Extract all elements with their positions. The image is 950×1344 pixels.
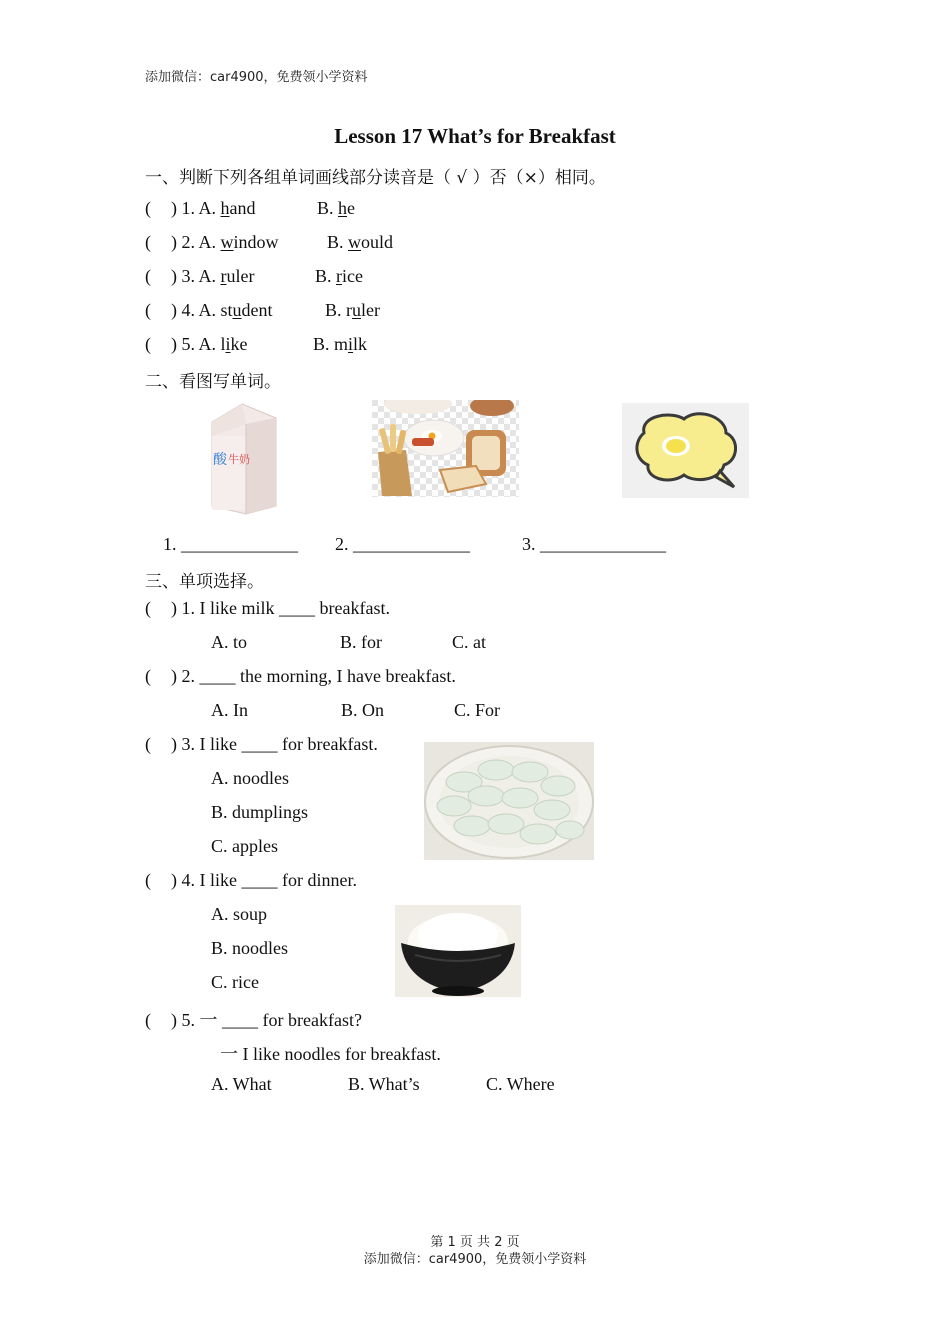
q2-option-a: A. In [211, 700, 248, 720]
q5-answer-line: 一 I like noodles for breakfast. [220, 1044, 441, 1064]
q5-option-b: B. What’s [348, 1074, 420, 1094]
blank-1[interactable]: 1. _____________ [163, 534, 298, 554]
s1-item-2-b: B. would [327, 232, 394, 252]
q5-option-a: A. What [211, 1074, 272, 1094]
s1-item-1-b: B. he [317, 198, 356, 218]
q2-stem: ( ) 2. ____ the morning, I have breakfast. [145, 666, 456, 686]
s1-item-2: ( ) 2. A. window [145, 232, 279, 252]
rice-bowl-image [395, 905, 521, 997]
s1-item-4-b: B. ruler [325, 300, 380, 320]
q3-option-b: B. dumplings [211, 802, 309, 822]
q2-option-b: B. On [341, 700, 385, 720]
q4-stem: ( ) 4. I like ____ for dinner. [145, 870, 357, 890]
header-note: 添加微信：car4900，免费领小学资料 [145, 70, 368, 85]
q1-option-c: C. at [452, 632, 486, 652]
q3-option-c: C. apples [211, 836, 278, 856]
q1-option-a: A. to [211, 632, 247, 652]
carton-label-1: 酸 [213, 452, 227, 468]
q3-stem: ( ) 3. I like ____ for breakfast. [145, 734, 378, 754]
dumplings-image [424, 742, 594, 860]
q4-option-b: B. noodles [211, 938, 289, 958]
blank-2[interactable]: 2. _____________ [335, 534, 470, 554]
s1-item-3-b: B. rice [315, 266, 363, 286]
section3-heading: 三、单项选择。 [145, 572, 264, 592]
s1-item-5: ( ) 5. A. like [145, 334, 248, 354]
q2-option-c: C. For [454, 700, 501, 720]
s1-item-5-b: B. milk [313, 334, 368, 354]
breakfast-image [372, 400, 519, 497]
q5-stem: ( ) 5. 一 ____ for breakfast? [145, 1010, 362, 1030]
q5-option-c: C. Where [486, 1074, 555, 1094]
q1-stem: ( ) 1. I like milk ____ breakfast. [145, 598, 390, 618]
s1-item-1: ( ) 1. A. hand [145, 198, 256, 218]
q4-option-c: C. rice [211, 972, 259, 992]
page-number: 第 1 页 共 2 页 [430, 1235, 520, 1250]
yogurt-carton-image [204, 402, 282, 516]
section2-heading: 二、看图写单词。 [145, 372, 281, 392]
page-title: Lesson 17 What’s for Breakfast [334, 124, 616, 148]
section1-heading: 一、判断下列各组单词画线部分读音是（ √ ）否（×）相同。 [145, 168, 606, 188]
s1-item-4: ( ) 4. A. student [145, 300, 273, 320]
footer-note: 添加微信：car4900，免费领小学资料 [363, 1252, 587, 1267]
blank-3[interactable]: 3. ______________ [522, 534, 666, 554]
q3-option-a: A. noodles [211, 768, 289, 788]
carton-label-2: 牛奶 [228, 453, 250, 466]
q1-option-b: B. for [340, 632, 382, 652]
q4-option-a: A. soup [211, 904, 268, 924]
s1-item-3: ( ) 3. A. ruler [145, 266, 255, 286]
egg-image [622, 403, 749, 498]
